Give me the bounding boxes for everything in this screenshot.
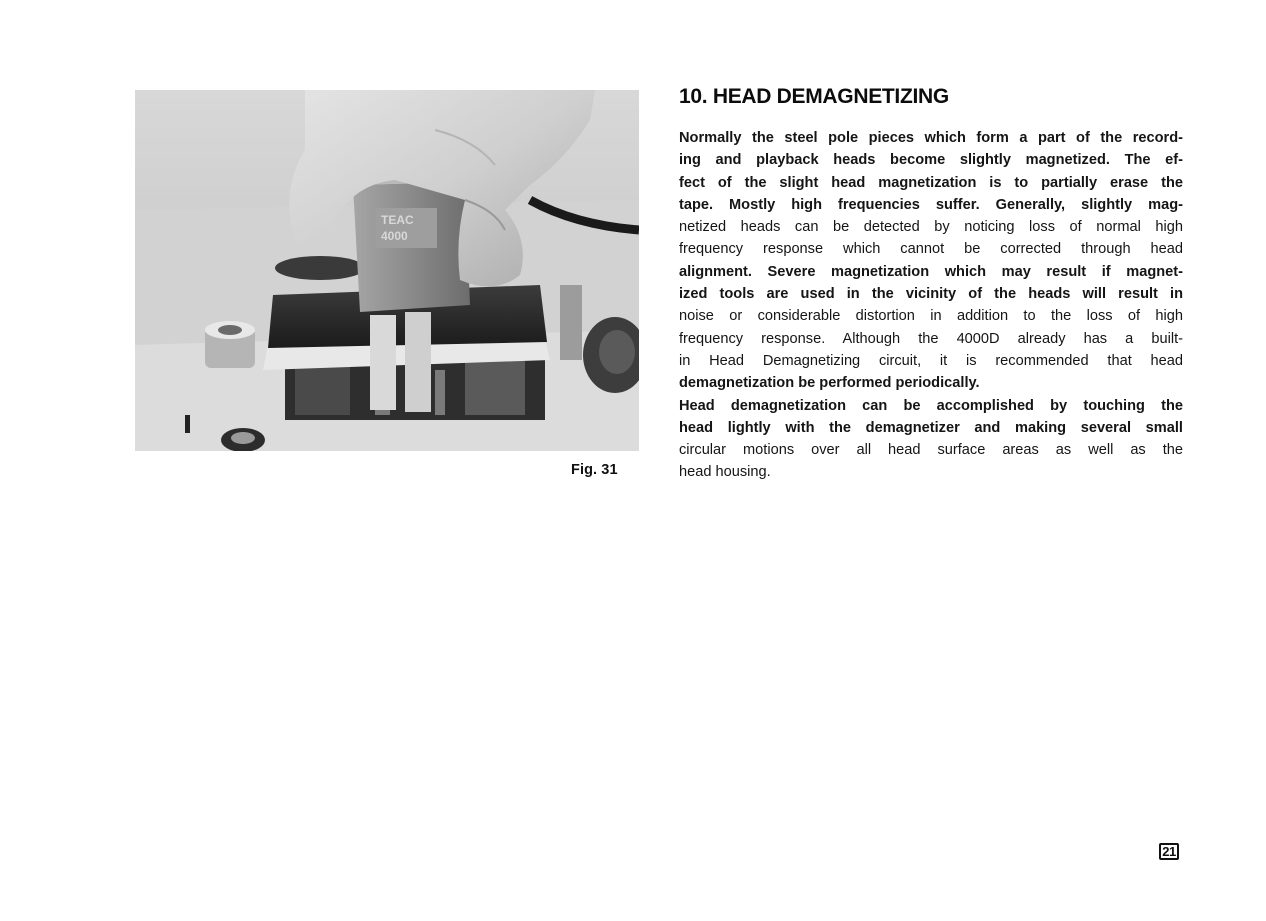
demagnetizer-photo-illustration: [135, 90, 639, 451]
text-line: head lightly with the demagnetizer and making several small: [679, 419, 1183, 436]
figure-photo: [135, 90, 639, 451]
text-line: tape. Mostly high frequencies suffer. Generally, slightly mag-: [679, 196, 1183, 213]
body-text: [679, 127, 1183, 484]
text-line: frequency response. Although the 4000D already has a built-: [679, 330, 1183, 347]
text-line: head housing.: [679, 464, 771, 481]
text-line: frequency response which cannot be corrected through head: [679, 241, 1183, 258]
paragraph-2: [679, 395, 1183, 484]
text-line: noise or considerable distortion in addition to the loss of high: [679, 308, 1183, 325]
text-line: demagnetization be performed periodically.: [679, 375, 980, 392]
text-line: in Head Demagnetizing circuit, it is recommended that head: [679, 352, 1183, 369]
text-line: Normally the steel pole pieces which form a part of the record-: [679, 130, 1183, 146]
page-number: 21: [1159, 843, 1179, 860]
text-line: Head demagnetization can be accomplished by touching the: [679, 397, 1183, 414]
text-line: alignment. Severe magnetization which may result if magnet-: [679, 263, 1183, 280]
section-heading: 10. HEAD DEMAGNETIZING: [679, 85, 949, 108]
text-line: circular motions over all head surface areas as well as the: [679, 442, 1183, 459]
text-line: ized tools are used in the vicinity of the heads will result in: [679, 286, 1183, 303]
paragraph-1: [679, 127, 1183, 395]
photo-label-text-2: 4000: [381, 229, 408, 243]
text-line: fect of the slight head magnetization is to partially erase the: [679, 174, 1183, 191]
figure-caption: Fig. 31: [571, 462, 618, 478]
text-line: ing and playback heads become slightly magnetized. The ef-: [679, 152, 1183, 169]
photo-label-text-1: TEAC: [381, 213, 414, 227]
text-line: netized heads can be detected by noticing loss of normal high: [679, 219, 1183, 236]
